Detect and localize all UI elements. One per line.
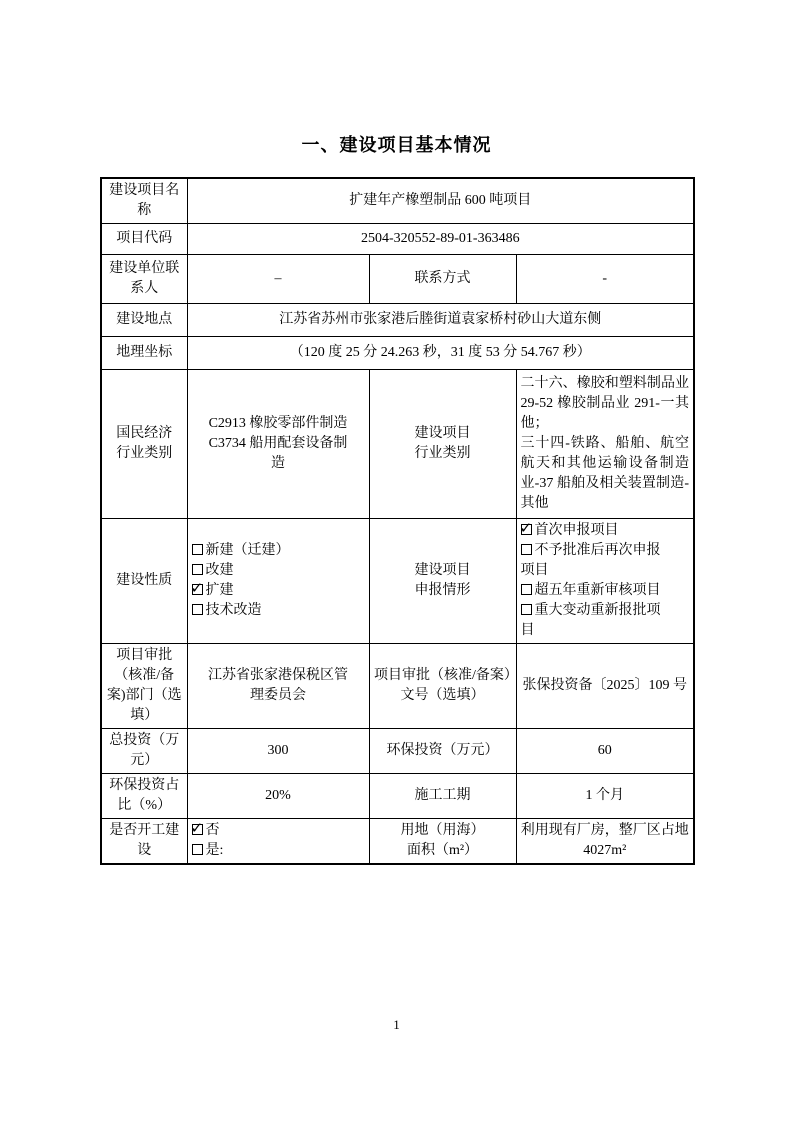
option-tech-upgrade	[192, 601, 366, 621]
project-industry-item-2: 三十四-铁路、船舶、航空航天和其他运输设备制造业-37 船舶及相关装置制造-其他	[520, 436, 690, 512]
checkbox-unchecked-icon	[521, 604, 532, 615]
contact-person-value: –	[187, 255, 369, 304]
approval-docno-label: 项目审批（核准/备案）文号（选填）	[369, 644, 516, 729]
option-label: 是:	[205, 843, 224, 859]
coordinates-value: （120 度 25 分 24.263 秒，31 度 53 分 54.767 秒）	[187, 337, 694, 370]
row-coordinates	[101, 337, 694, 370]
total-investment-label: 总投资（万元）	[101, 729, 187, 774]
env-ratio-value: 20%	[187, 774, 369, 819]
land-area-value: 利用现有厂房，整厂区占地 4027m²	[516, 819, 694, 865]
checkbox-unchecked-icon	[192, 604, 203, 615]
national-industry-label-line2: 行业类别	[116, 446, 173, 462]
checkbox-checked-icon	[192, 584, 203, 595]
option-label: 改建	[205, 563, 234, 579]
construction-period-label: 施工工期	[369, 774, 516, 819]
project-name-value: 扩建年产橡塑制品 600 吨项目	[187, 178, 694, 224]
national-industry-label	[101, 370, 187, 519]
checkbox-unchecked-icon	[192, 844, 203, 855]
started-label: 是否开工建设	[101, 819, 187, 865]
option-yes	[192, 841, 366, 861]
land-area-label-line1: 用地（用海）	[400, 823, 485, 839]
env-investment-label: 环保投资（万元）	[369, 729, 516, 774]
total-investment-value: 300	[187, 729, 369, 774]
page-number: 1	[393, 1017, 400, 1032]
construction-nature-options	[187, 519, 369, 644]
option-label: 技术改造	[205, 603, 262, 619]
land-area-label-line2: 面积（m²）	[406, 843, 479, 859]
checkbox-unchecked-icon	[521, 544, 532, 555]
industry-code-2: C3734 船用配套设备制造	[208, 436, 348, 472]
row-location	[101, 304, 694, 337]
checkbox-unchecked-icon	[521, 584, 532, 595]
project-industry-label-line1: 建设项目	[414, 426, 471, 442]
declaration-type-label-line2: 申报情形	[414, 583, 471, 599]
option-no	[192, 821, 366, 841]
option-label: 不予批准后再次申报项目	[520, 543, 661, 579]
option-label: 扩建	[205, 583, 234, 599]
land-area-label	[369, 819, 516, 865]
option-label: 新建（迁建）	[205, 543, 290, 559]
project-code-label: 项目代码	[101, 224, 187, 255]
row-project-name	[101, 178, 694, 224]
construction-period-value: 1 个月	[516, 774, 694, 819]
env-ratio-label: 环保投资占比（%）	[101, 774, 187, 819]
project-industry-value	[516, 370, 694, 519]
option-rebuild	[192, 561, 366, 581]
coordinates-label: 地理坐标	[101, 337, 187, 370]
checkbox-checked-icon	[192, 824, 203, 835]
declaration-type-label	[369, 519, 516, 644]
row-project-code	[101, 224, 694, 255]
approval-department-label: 项目审批（核准/备案)部门（选填）	[101, 644, 187, 729]
construction-nature-label: 建设性质	[101, 519, 187, 644]
checkbox-unchecked-icon	[192, 544, 203, 555]
option-five-year-review	[521, 581, 672, 601]
location-label: 建设地点	[101, 304, 187, 337]
option-expand	[192, 581, 366, 601]
project-name-label: 建设项目名称	[101, 178, 187, 224]
row-approval	[101, 644, 694, 729]
national-industry-value	[187, 370, 369, 519]
approval-department-value: 江苏省张家港保税区管理委员会	[187, 644, 369, 729]
option-label: 否	[205, 823, 220, 839]
industry-code-1: C2913 橡胶零部件制造	[208, 416, 348, 431]
option-label: 重大变动重新报批项目	[520, 603, 661, 639]
location-value: 江苏省苏州市张家港后塍街道袁家桥村砂山大道东侧	[187, 304, 694, 337]
project-industry-label	[369, 370, 516, 519]
row-nature	[101, 519, 694, 644]
project-industry-item-1: 二十六、橡胶和塑料制品业 29-52 橡胶制品业 291-一其他；	[520, 375, 690, 431]
project-industry-label-line2: 行业类别	[414, 446, 471, 462]
declaration-type-label-line1: 建设项目	[414, 563, 471, 579]
option-first-declaration	[521, 521, 672, 541]
option-redeclare-after-denial	[521, 541, 672, 581]
row-industry	[101, 370, 694, 519]
option-major-change	[521, 601, 672, 641]
national-industry-label-line1: 国民经济	[116, 426, 173, 442]
row-contact	[101, 255, 694, 304]
option-new-build	[192, 541, 366, 561]
page-title: 一、建设项目基本情况	[301, 135, 492, 155]
contact-person-label: 建设单位联系人	[101, 255, 187, 304]
project-code-value: 2504-320552-89-01-363486	[187, 224, 694, 255]
option-label: 首次申报项目	[534, 523, 619, 539]
contact-method-label: 联系方式	[369, 255, 516, 304]
checkbox-unchecked-icon	[192, 564, 203, 575]
row-env-ratio	[101, 774, 694, 819]
row-investment	[101, 729, 694, 774]
row-construction-started	[101, 819, 694, 865]
started-options	[187, 819, 369, 865]
contact-method-value: -	[516, 255, 694, 304]
declaration-type-options	[516, 519, 694, 644]
checkbox-checked-icon	[521, 524, 532, 535]
env-investment-value: 60	[516, 729, 694, 774]
approval-docno-value: 张保投资备〔2025〕109 号	[516, 644, 694, 729]
option-label: 超五年重新审核项目	[534, 583, 661, 599]
basic-info-table	[100, 177, 695, 865]
